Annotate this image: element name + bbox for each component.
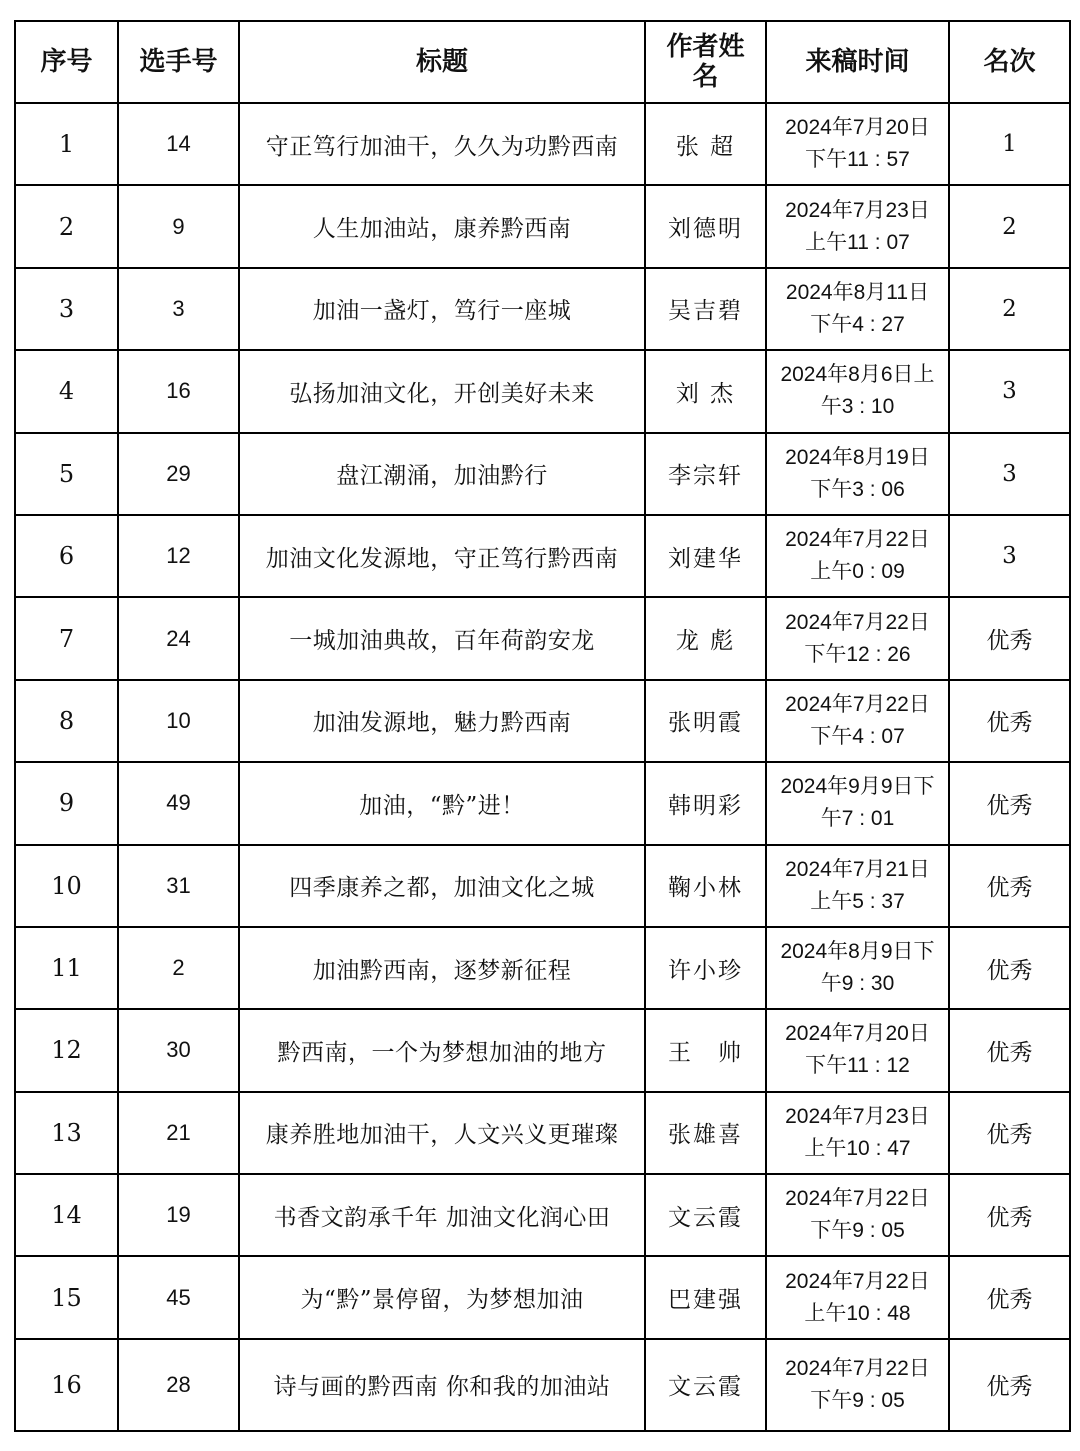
cell-author: 文云霞 — [645, 1339, 766, 1431]
cell-author: 鞠小林 — [645, 845, 766, 927]
time-clock: 下午4 : 07 — [810, 724, 905, 748]
cell-title: 康养胜地加油干，人文兴义更璀璨 — [239, 1092, 645, 1174]
cell-title: 加油，“黔”进！ — [239, 762, 645, 844]
cell-rank: 2 — [949, 268, 1070, 350]
cell-author: 吴吉碧 — [645, 268, 766, 350]
cell-author: 刘德明 — [645, 185, 766, 267]
cell-rank: 优秀 — [949, 1092, 1070, 1174]
table-row — [15, 845, 1070, 927]
cell-seq: 11 — [15, 927, 118, 1009]
cell-rank: 3 — [949, 433, 1070, 515]
cell-player-number: 3 — [118, 268, 239, 350]
cell-title: 加油文化发源地，守正笃行黔西南 — [239, 515, 645, 597]
time-date: 2024年8月9日下 — [780, 940, 935, 964]
header-author-text: 作者姓名 — [666, 32, 745, 92]
results-table — [14, 20, 1071, 1432]
time-clock: 午7 : 01 — [820, 807, 895, 831]
header-row — [15, 21, 1070, 103]
time-clock: 上午10 : 48 — [804, 1301, 911, 1325]
header-seq: 序号 — [15, 21, 118, 103]
table-row — [15, 597, 1070, 679]
cell-seq: 15 — [15, 1256, 118, 1338]
cell-title: 加油黔西南，逐梦新征程 — [239, 927, 645, 1009]
table-row — [15, 1174, 1070, 1256]
cell-seq: 8 — [15, 680, 118, 762]
cell-author: 张 超 — [645, 103, 766, 185]
time-date: 2024年8月6日上 — [780, 363, 935, 387]
time-date: 2024年7月22日 — [785, 1269, 930, 1293]
cell-author: 张明霞 — [645, 680, 766, 762]
cell-time — [766, 268, 949, 350]
time-clock: 上午5 : 37 — [810, 889, 905, 913]
cell-time — [766, 1092, 949, 1174]
cell-title: 守正笃行加油干，久久为功黔西南 — [239, 103, 645, 185]
table-row — [15, 1256, 1070, 1338]
cell-seq: 4 — [15, 350, 118, 432]
cell-player-number: 45 — [118, 1256, 239, 1338]
time-clock: 下午4 : 27 — [810, 312, 905, 336]
time-clock: 下午11 : 12 — [805, 1054, 910, 1078]
time-date: 2024年7月22日 — [785, 1356, 930, 1380]
header-rank: 名次 — [949, 21, 1070, 103]
cell-time — [766, 433, 949, 515]
cell-player-number: 28 — [118, 1339, 239, 1431]
time-date: 2024年7月23日 — [785, 198, 930, 222]
cell-author: 韩明彩 — [645, 762, 766, 844]
time-date: 2024年7月22日 — [785, 692, 930, 716]
table-row — [15, 1339, 1070, 1431]
cell-rank: 3 — [949, 515, 1070, 597]
cell-player-number: 24 — [118, 597, 239, 679]
table-row — [15, 762, 1070, 844]
cell-rank: 优秀 — [949, 845, 1070, 927]
cell-player-number: 10 — [118, 680, 239, 762]
cell-title: 四季康养之都，加油文化之城 — [239, 845, 645, 927]
cell-title: 弘扬加油文化，开创美好未来 — [239, 350, 645, 432]
cell-rank: 优秀 — [949, 1339, 1070, 1431]
time-clock: 上午11 : 07 — [805, 230, 910, 254]
time-clock: 下午12 : 26 — [804, 642, 911, 666]
table-row — [15, 433, 1070, 515]
time-date: 2024年7月22日 — [785, 1187, 930, 1211]
cell-time — [766, 350, 949, 432]
cell-time — [766, 1256, 949, 1338]
cell-rank: 优秀 — [949, 1174, 1070, 1256]
cell-player-number: 30 — [118, 1009, 239, 1091]
cell-player-number: 19 — [118, 1174, 239, 1256]
table-row — [15, 1092, 1070, 1174]
cell-time — [766, 597, 949, 679]
cell-rank: 2 — [949, 185, 1070, 267]
cell-title: 诗与画的黔西南 你和我的加油站 — [239, 1339, 645, 1431]
table-row — [15, 1009, 1070, 1091]
cell-seq: 12 — [15, 1009, 118, 1091]
cell-author: 刘 杰 — [645, 350, 766, 432]
time-date: 2024年7月20日 — [785, 1022, 930, 1046]
cell-player-number: 21 — [118, 1092, 239, 1174]
cell-title: 加油发源地，魅力黔西南 — [239, 680, 645, 762]
cell-author: 文云霞 — [645, 1174, 766, 1256]
cell-author: 张雄喜 — [645, 1092, 766, 1174]
cell-seq: 6 — [15, 515, 118, 597]
time-date: 2024年7月23日 — [785, 1104, 930, 1128]
cell-rank: 1 — [949, 103, 1070, 185]
cell-title: 盘江潮涌，加油黔行 — [239, 433, 645, 515]
cell-player-number: 12 — [118, 515, 239, 597]
time-date: 2024年7月22日 — [785, 610, 930, 634]
cell-time — [766, 1174, 949, 1256]
cell-time — [766, 762, 949, 844]
cell-seq: 7 — [15, 597, 118, 679]
time-clock: 下午11 : 57 — [805, 148, 910, 172]
table-body — [15, 103, 1070, 1431]
cell-time — [766, 680, 949, 762]
cell-player-number: 9 — [118, 185, 239, 267]
cell-rank: 3 — [949, 350, 1070, 432]
cell-seq: 3 — [15, 268, 118, 350]
cell-player-number: 49 — [118, 762, 239, 844]
time-date: 2024年7月22日 — [785, 528, 930, 552]
cell-seq: 13 — [15, 1092, 118, 1174]
time-date: 2024年7月21日 — [785, 857, 930, 881]
cell-author: 许小珍 — [645, 927, 766, 1009]
time-clock: 上午0 : 09 — [810, 560, 905, 584]
time-clock: 下午3 : 06 — [810, 477, 905, 501]
cell-time — [766, 103, 949, 185]
cell-player-number: 14 — [118, 103, 239, 185]
table-row — [15, 680, 1070, 762]
cell-seq: 5 — [15, 433, 118, 515]
table-row — [15, 268, 1070, 350]
cell-title: 黔西南，一个为梦想加油的地方 — [239, 1009, 645, 1091]
time-date: 2024年8月11日 — [785, 280, 930, 304]
cell-seq: 2 — [15, 185, 118, 267]
cell-player-number: 2 — [118, 927, 239, 1009]
cell-rank: 优秀 — [949, 762, 1070, 844]
time-clock: 下午9 : 05 — [810, 1219, 905, 1243]
time-clock: 上午10 : 47 — [804, 1136, 911, 1160]
cell-time — [766, 1009, 949, 1091]
cell-author: 李宗轩 — [645, 433, 766, 515]
cell-rank: 优秀 — [949, 597, 1070, 679]
header-author — [645, 21, 766, 103]
cell-author: 刘建华 — [645, 515, 766, 597]
cell-seq: 9 — [15, 762, 118, 844]
cell-time — [766, 185, 949, 267]
cell-seq: 1 — [15, 103, 118, 185]
table-row — [15, 185, 1070, 267]
time-clock: 午9 : 30 — [820, 972, 895, 996]
cell-rank: 优秀 — [949, 927, 1070, 1009]
header-player-number: 选手号 — [118, 21, 239, 103]
table-row — [15, 103, 1070, 185]
table-row — [15, 350, 1070, 432]
cell-author: 龙 彪 — [645, 597, 766, 679]
table-row — [15, 515, 1070, 597]
cell-player-number: 16 — [118, 350, 239, 432]
cell-author: 王 帅 — [645, 1009, 766, 1091]
cell-rank: 优秀 — [949, 680, 1070, 762]
cell-title: 人生加油站，康养黔西南 — [239, 185, 645, 267]
cell-title: 一城加油典故，百年荷韵安龙 — [239, 597, 645, 679]
cell-time — [766, 927, 949, 1009]
cell-player-number: 29 — [118, 433, 239, 515]
time-clock: 下午9 : 05 — [810, 1388, 905, 1412]
cell-seq: 14 — [15, 1174, 118, 1256]
cell-seq: 16 — [15, 1339, 118, 1431]
cell-title: 加油一盏灯，笃行一座城 — [239, 268, 645, 350]
cell-time — [766, 515, 949, 597]
cell-seq: 10 — [15, 845, 118, 927]
cell-title: 书香文韵承千年 加油文化润心田 — [239, 1174, 645, 1256]
table-row — [15, 927, 1070, 1009]
cell-time — [766, 1339, 949, 1431]
time-date: 2024年9月9日下 — [780, 775, 935, 799]
cell-rank: 优秀 — [949, 1009, 1070, 1091]
time-date: 2024年8月19日 — [785, 445, 930, 469]
cell-author: 巴建强 — [645, 1256, 766, 1338]
cell-title: 为“黔”景停留，为梦想加油 — [239, 1256, 645, 1338]
cell-player-number: 31 — [118, 845, 239, 927]
cell-rank: 优秀 — [949, 1256, 1070, 1338]
time-clock: 午3 : 10 — [820, 395, 895, 419]
header-time: 来稿时间 — [766, 21, 949, 103]
header-title: 标题 — [239, 21, 645, 103]
time-date: 2024年7月20日 — [785, 116, 930, 140]
cell-time — [766, 845, 949, 927]
